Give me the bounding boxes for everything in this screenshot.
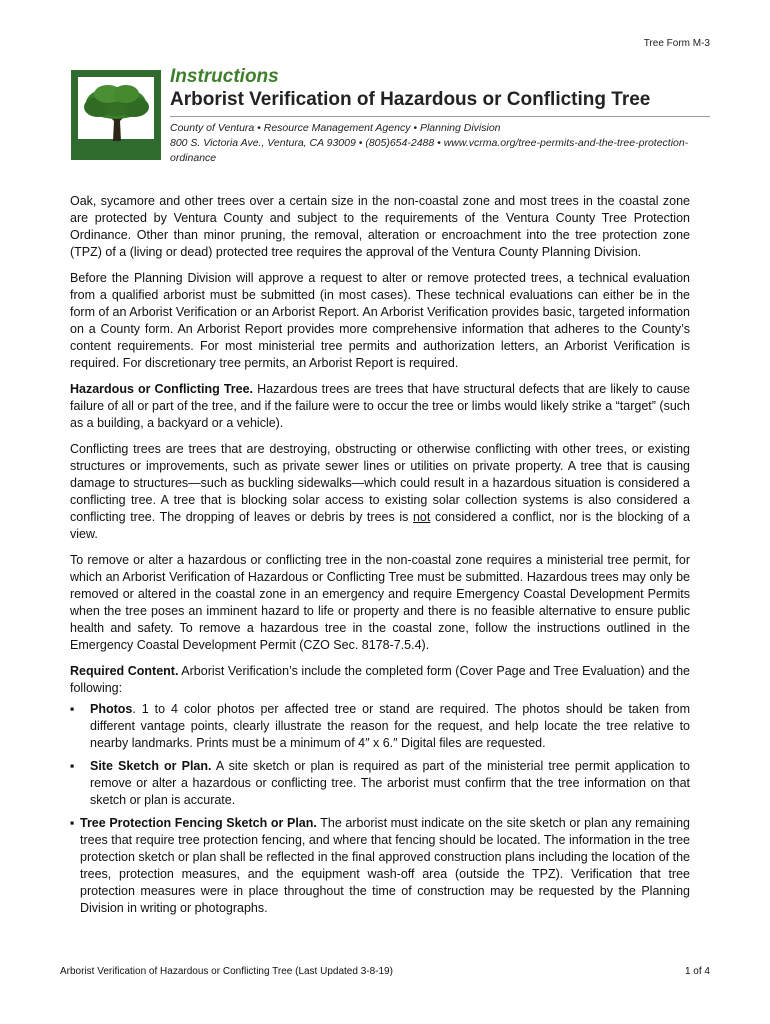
oak-tree-icon bbox=[78, 77, 154, 153]
conflicting-tree-paragraph bbox=[70, 441, 690, 543]
required-content-text: Arborist Verification’s include the completed form (Cover Page and Tree Evaluation) and the following: bbox=[70, 664, 690, 695]
hazardous-tree-text: Hazardous trees are trees that have structural defects that are likely to cause failure of all or part of the tree, and if the failure were to occur the tree or limbs would likely strike a “target” (such as a building, a backyard or a vehicle). bbox=[70, 382, 690, 430]
list-item bbox=[70, 701, 690, 752]
document-title: Arborist Verification of Hazardous or Conflicting Tree bbox=[170, 89, 651, 110]
list-item-heading: Photos bbox=[90, 702, 133, 716]
technical-evaluation-paragraph: Before the Planning Division will approve a request to alter or remove protected trees, a technical evaluation from a qualified arborist must be submitted (in most cases). These technical evaluations can either be in the form of an Arborist Verification or an Arborist Report. An Arborist Verification provides basic, targeted information on a County form. An Arborist Report provides more comprehensive information that adheres to the County’s content requirements. For most ministerial tree permits and authorization letters, an Arborist Verification is required. For discretionary tree permits, an Arborist Report is required. bbox=[70, 271, 690, 370]
required-content-list bbox=[70, 701, 690, 917]
hazardous-tree-paragraph bbox=[70, 381, 690, 432]
required-content-paragraph bbox=[70, 663, 690, 697]
page-number: 1 of 4 bbox=[684, 966, 710, 977]
footer-title: Arborist Verification of Hazardous or Conflicting Tree (Last Updated 3-8-19) bbox=[60, 966, 393, 977]
list-item-heading: Site Sketch or Plan. bbox=[90, 759, 212, 773]
bullet-icon: ▪ bbox=[70, 759, 75, 773]
bullet-icon: ▪ bbox=[70, 816, 75, 830]
instructions-heading: Instructions bbox=[170, 66, 279, 87]
county-logo bbox=[71, 70, 161, 160]
form-id: Tree Form M-3 bbox=[643, 38, 710, 49]
list-item bbox=[70, 758, 690, 809]
list-item bbox=[70, 815, 690, 917]
required-content-heading: Required Content. bbox=[70, 664, 179, 678]
removal-paragraph: To remove or alter a hazardous or conflicting tree in the non-coastal zone requires a ministerial tree permit, for which an Arborist Verification of Hazardous or Conflicting Tree must be submitted. Hazardous trees may only be removed or altered in the coastal zone in an emergency and require Emergency Coastal Development Permits when the tree poses an imminent hazard to life or property and there is no feasible alternative to ensure public health and safety. To remove a hazardous tree in the coastal zone, follow the instructions outlined in the Emergency Coastal Development Permit (CZO Sec. 8178-7.5.4). bbox=[70, 553, 690, 652]
bullet-icon: ▪ bbox=[70, 702, 75, 716]
document-header bbox=[170, 66, 710, 166]
intro-paragraph: Oak, sycamore and other trees over a certain size in the non-coastal zone and most trees in the coastal zone are protected by Ventura County and subject to the requirements of the Ventura County Tree Protection Ordinance. Other than minor pruning, the removal, alteration or encroachment into the tree protection zone (TPZ) of a (living or dead) protected tree requires the approval of the Ventura County Planning Division. bbox=[70, 194, 690, 259]
list-item-heading: Tree Protection Fencing Sketch or Plan. bbox=[80, 816, 317, 830]
conflicting-tree-text: Conflicting trees are trees that are destroying, obstructing or otherwise conflicting with other trees, or existing structures or improvements, such as private sewer lines or utilities on private property. A tree that is causing damage to structures—such as buckling sidewalks—which could result in a hazardous situation is considered a conflicting tree. A tree that is blocking solar access to existing solar collection systems is also considered a conflicting tree. The dropping of leaves or debris by trees is bbox=[70, 442, 690, 524]
underlined-not: not bbox=[412, 510, 431, 524]
agency-line: County of Ventura • Resource Management Agency • Planning Division bbox=[170, 122, 501, 134]
conflicting-tree-text-end: considered a conflict, nor is the blocking of a view. bbox=[70, 510, 690, 541]
hazardous-tree-heading: Hazardous or Conflicting Tree. bbox=[70, 382, 254, 396]
list-item-text: The arborist must indicate on the site sketch or plan any remaining trees that require tree protection fencing, and where that fencing should be located. The information in the tree protection sketch or plan shall be reflected in the final approved construction plans including the location of the trees, protection measures, and the equipment wash-off area (outside the TPZ). Verification that tree protection measures were in place throughout the time of construction may be requested by the Planning Division in writing or photographs. bbox=[80, 816, 690, 915]
list-item-text: . 1 to 4 color photos per affected tree or stand are required. The photos should be taken from different vantage points, clearly illustrate the reason for the request, and help locate the tree relative to nearby landmarks. Prints must be a minimum of 4″ x 6.″ Digital files are requested. bbox=[90, 702, 690, 750]
list-item-text: A site sketch or plan is required as part of the ministerial tree permit application to remove or alter a hazardous or conflicting tree. The arborist must confirm that the tree information on that sketch or plan is accurate. bbox=[90, 759, 690, 807]
address-line: 800 S. Victoria Ave., Ventura, CA 93009 • (805)654-2488 • www.vcrma.org/tree-permits-and-the-tree-protection-ordinance bbox=[170, 137, 689, 164]
header-divider bbox=[170, 116, 710, 117]
document-body bbox=[70, 193, 690, 923]
